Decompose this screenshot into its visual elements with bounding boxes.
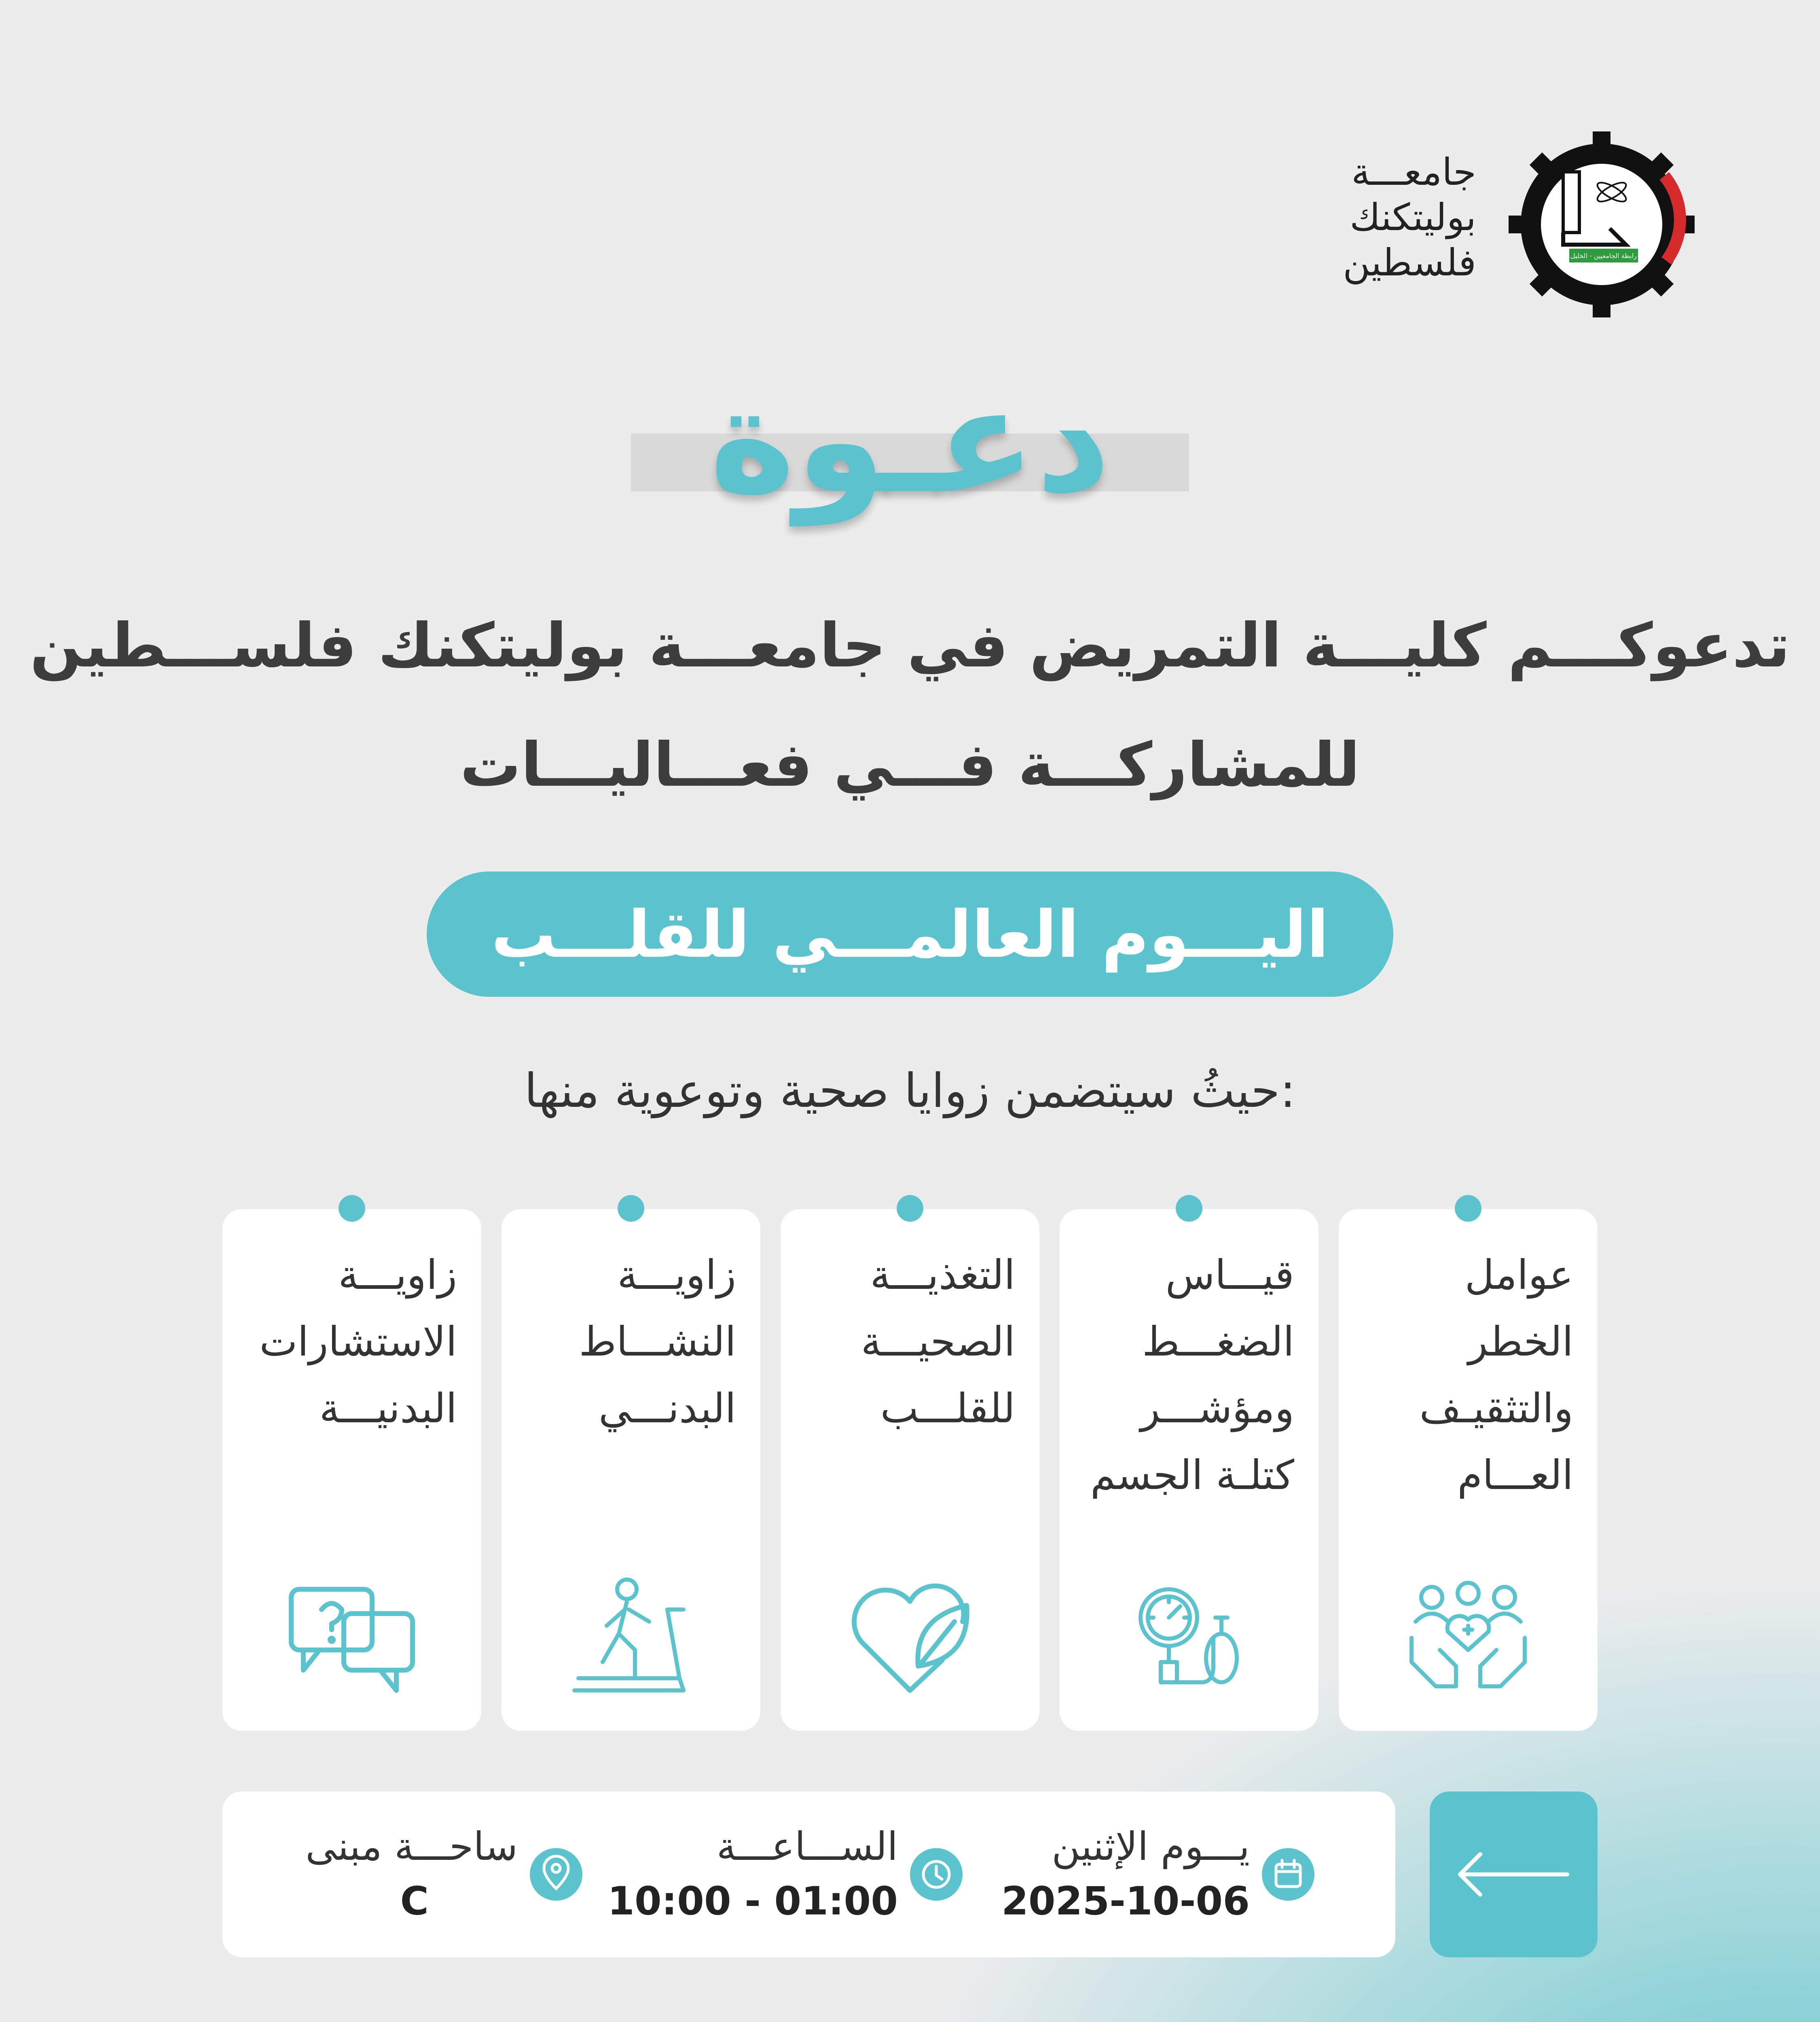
calendar-icon — [1262, 1848, 1314, 1901]
treadmill-walker-icon — [562, 1569, 700, 1707]
card-dot — [897, 1195, 923, 1222]
card-text: زاويـــة النشـــاط البدنـــي — [579, 1251, 736, 1432]
chat-question-icon — [283, 1569, 421, 1707]
date-value: 2025-10-06 — [1001, 1878, 1250, 1924]
event-name-pill — [427, 871, 1393, 997]
intro-line-2: للمشاركـــة فـــي فعـــاليـــات — [460, 730, 1360, 800]
card-text: قيـــاس الضغـــط ومؤشـــر كتلـة الجسم — [1090, 1251, 1294, 1499]
card-dot — [618, 1195, 644, 1222]
university-logo — [1505, 127, 1699, 321]
time-label: الســـاعـــة — [716, 1824, 898, 1869]
card-risk-factors — [1339, 1209, 1598, 1731]
event-name: اليـــوم العالمـــي للقلـــب — [491, 896, 1329, 972]
place-label: ساحـــة مبنى — [305, 1824, 518, 1869]
intro-line-1: تدعوكـــم كليـــة التمريض في جامعـــة بوليتكنك فلســـطين — [30, 611, 1790, 681]
university-name-line: جامعـــة — [1351, 150, 1476, 194]
location-pin-icon — [530, 1848, 582, 1901]
arrow-button[interactable] — [1430, 1791, 1598, 1957]
card-text: زاويـــة الاستشارات البدنيـــة — [259, 1251, 457, 1432]
subtitle: حيثُ سيتضمن زوايا صحية وتوعوية منها: — [524, 1064, 1296, 1118]
university-name-line: فلسطين — [1343, 241, 1476, 285]
heart-leaf-icon — [841, 1569, 979, 1707]
event-details-bar — [222, 1791, 1395, 1957]
time-value: 10:00 - 01:00 — [607, 1878, 898, 1924]
clock-icon — [910, 1848, 963, 1901]
card-healthy-nutrition — [781, 1209, 1039, 1731]
card-physical-consultations — [222, 1209, 481, 1731]
date-label: يـــوم الإثنين — [1052, 1824, 1250, 1869]
card-text: التغذيـــة الصحيـــة للقلـــب — [861, 1251, 1015, 1432]
university-name-line: بوليتكنك — [1350, 196, 1476, 239]
blood-pressure-gauge-icon — [1120, 1569, 1258, 1707]
card-dot — [339, 1195, 365, 1222]
card-dot — [1455, 1195, 1481, 1222]
card-blood-pressure — [1060, 1209, 1318, 1731]
community-health-icon — [1399, 1569, 1537, 1707]
card-dot — [1176, 1195, 1202, 1222]
card-text: عوامل الخطر والتثقيـف العـــام — [1419, 1251, 1573, 1499]
card-physical-activity — [502, 1209, 760, 1731]
arrow-left-icon — [1430, 1791, 1598, 1957]
logo-caption: رابطة الجامعيين - الخليل — [1570, 252, 1637, 260]
invitation-title: دعـوة — [709, 356, 1111, 525]
university-name — [1343, 150, 1476, 286]
place-value: C — [400, 1878, 429, 1924]
